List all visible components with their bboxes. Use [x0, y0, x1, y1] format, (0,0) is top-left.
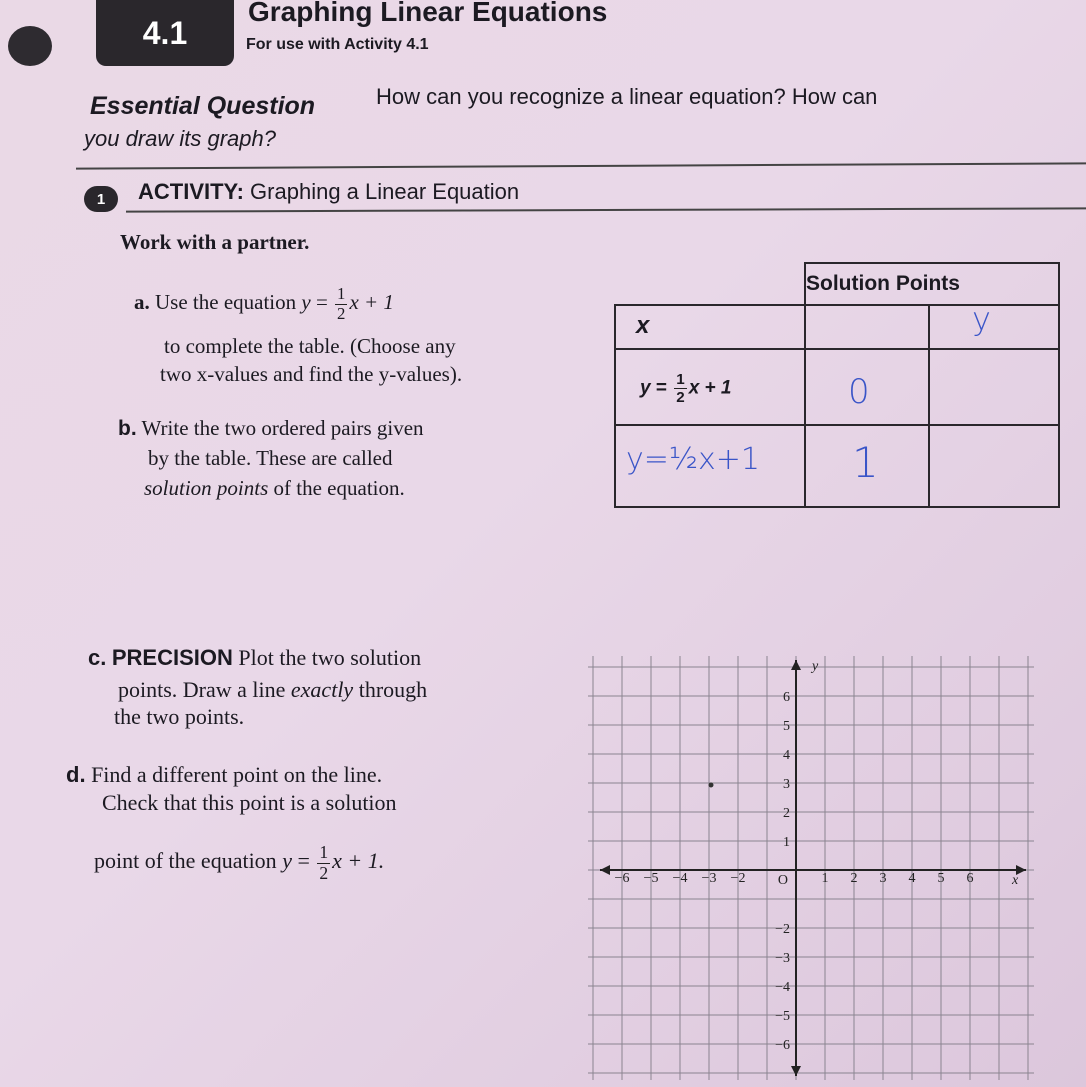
y-tick-label: −3	[775, 951, 790, 966]
handwritten-zero[interactable]: 0	[848, 372, 870, 412]
lesson-number-badge	[96, 0, 234, 66]
lesson-subtitle: For use with Activity 4.1	[246, 36, 429, 53]
x-tick-label: −3	[701, 871, 717, 886]
activity-number-badge: 1	[84, 186, 118, 212]
eq-y: y	[301, 290, 311, 315]
item-a-text: Use the equation	[155, 290, 297, 315]
item-c-text-2-post: through	[358, 677, 428, 702]
lesson-title: Graphing Linear Equations	[248, 0, 608, 27]
item-c-text-3: the two points.	[114, 704, 245, 729]
fraction-numerator: 1	[676, 371, 685, 388]
eq-equals: =	[297, 848, 310, 874]
fraction-denominator: 2	[337, 303, 346, 323]
fraction-numerator: 1	[337, 284, 346, 303]
table-line	[614, 304, 1060, 306]
y-tick-label: 4	[783, 748, 790, 763]
y-tick-label: −2	[775, 922, 790, 937]
y-tick-label: 1	[783, 835, 790, 850]
item-d-label: d.	[66, 762, 86, 787]
handwritten-equation[interactable]: y=½x+1	[626, 442, 760, 477]
x-tick-label: 6	[966, 871, 974, 886]
fraction-denominator: 2	[319, 862, 329, 883]
x-tick-label: 4	[908, 871, 916, 886]
x-tick-label: −4	[672, 871, 688, 886]
item-b	[118, 416, 424, 441]
item-d-text-3-pre: point of the equation	[94, 848, 277, 874]
table-line	[1058, 262, 1060, 508]
table-line	[614, 506, 1060, 508]
lesson-number: 4.1	[142, 14, 188, 51]
item-c-text: Plot the two solution	[238, 645, 422, 670]
activity-label: ACTIVITY:	[138, 179, 244, 204]
y-tick-label: 3	[783, 777, 790, 792]
item-c-label: c.	[88, 645, 107, 670]
y-axis-label: y	[812, 659, 819, 674]
activity-title	[138, 179, 519, 205]
table-line	[804, 262, 806, 508]
item-d	[66, 762, 382, 788]
y-tick-label: −4	[775, 980, 790, 995]
x-tick-label: 3	[879, 871, 887, 886]
item-b-text-3-rest: of the equation.	[273, 476, 405, 500]
x-tick-label: −5	[643, 871, 659, 886]
x-tick-label: −6	[614, 871, 630, 886]
item-a-label: a.	[134, 290, 150, 315]
item-d-text: Find a different point on the line.	[91, 762, 383, 787]
eq-x-term: x + 1	[349, 290, 394, 315]
eq-y: y	[282, 848, 292, 874]
x-tick-label: 2	[850, 871, 858, 886]
item-c-text-2-pre: points. Draw a line	[118, 677, 286, 702]
eq-x-term: x + 1	[688, 377, 732, 399]
table-row-y-label	[640, 372, 732, 405]
y-axis-arrow-icon	[791, 660, 801, 670]
essential-question-label: Essential Question	[90, 92, 316, 120]
eq-equals: =	[655, 377, 667, 399]
item-b-text-3	[144, 476, 405, 501]
activity-divider	[126, 207, 1086, 212]
item-c	[88, 645, 421, 671]
item-a	[134, 286, 394, 323]
eq-fraction	[335, 286, 347, 323]
fraction-denominator: 2	[676, 389, 685, 407]
item-d-text-2: Check that this point is a solution	[102, 790, 397, 815]
table-line	[614, 348, 1060, 350]
table-line	[614, 304, 616, 508]
item-a-text-3: two x-values and find the y-values).	[160, 362, 463, 386]
origin-label: O	[777, 873, 788, 888]
y-tick-label: 5	[783, 719, 790, 734]
activity-title-text: Graphing a Linear Equation	[250, 179, 520, 204]
plotted-point	[709, 783, 714, 788]
table-line	[804, 262, 1060, 264]
eq-fraction	[674, 372, 686, 405]
item-b-emphasis: solution points	[144, 476, 269, 500]
eq-equals: =	[315, 290, 328, 315]
table-line	[928, 304, 930, 508]
x-tick-label: 5	[937, 871, 945, 886]
eq-fraction	[317, 844, 330, 882]
table-header: Solution Points	[806, 272, 960, 295]
table-row-x-label: x	[636, 312, 650, 339]
table-line	[614, 424, 1060, 426]
essential-question-text-cont: you draw its graph?	[84, 126, 276, 151]
item-b-label: b.	[118, 417, 137, 440]
binder-hole	[8, 26, 52, 66]
handwritten-y[interactable]: y	[972, 300, 991, 338]
handwritten-one[interactable]: 1	[852, 438, 879, 487]
item-a-text-2: to complete the table. (Choose any	[164, 334, 456, 358]
y-tick-label: −6	[775, 1038, 790, 1053]
y-axis-arrow-icon	[791, 1066, 801, 1076]
x-axis-arrow-icon	[600, 865, 610, 875]
item-c-emphasis: exactly	[290, 677, 354, 702]
activity-instruction: Work with a partner.	[120, 230, 310, 254]
item-d-text-3	[94, 844, 384, 882]
x-axis-label: x	[1012, 873, 1019, 888]
fraction-numerator: 1	[319, 842, 329, 862]
essential-question-text: How can you recognize a linear equation? How can	[376, 84, 878, 109]
x-tick-label: 1	[821, 871, 829, 886]
y-tick-label: 2	[783, 806, 790, 821]
divider	[76, 162, 1086, 169]
y-tick-label: 6	[783, 690, 790, 705]
x-tick-label: −2	[730, 871, 746, 886]
item-b-text: Write the two ordered pairs given	[141, 416, 424, 440]
y-tick-label: −5	[775, 1009, 790, 1024]
eq-y: y	[640, 377, 651, 399]
item-c-keyword: PRECISION	[111, 645, 233, 670]
item-c-text-2	[118, 677, 427, 703]
coordinate-grid[interactable]	[586, 652, 1036, 1082]
eq-x-term: x + 1.	[332, 848, 385, 874]
item-b-text-2: by the table. These are called	[148, 446, 393, 470]
